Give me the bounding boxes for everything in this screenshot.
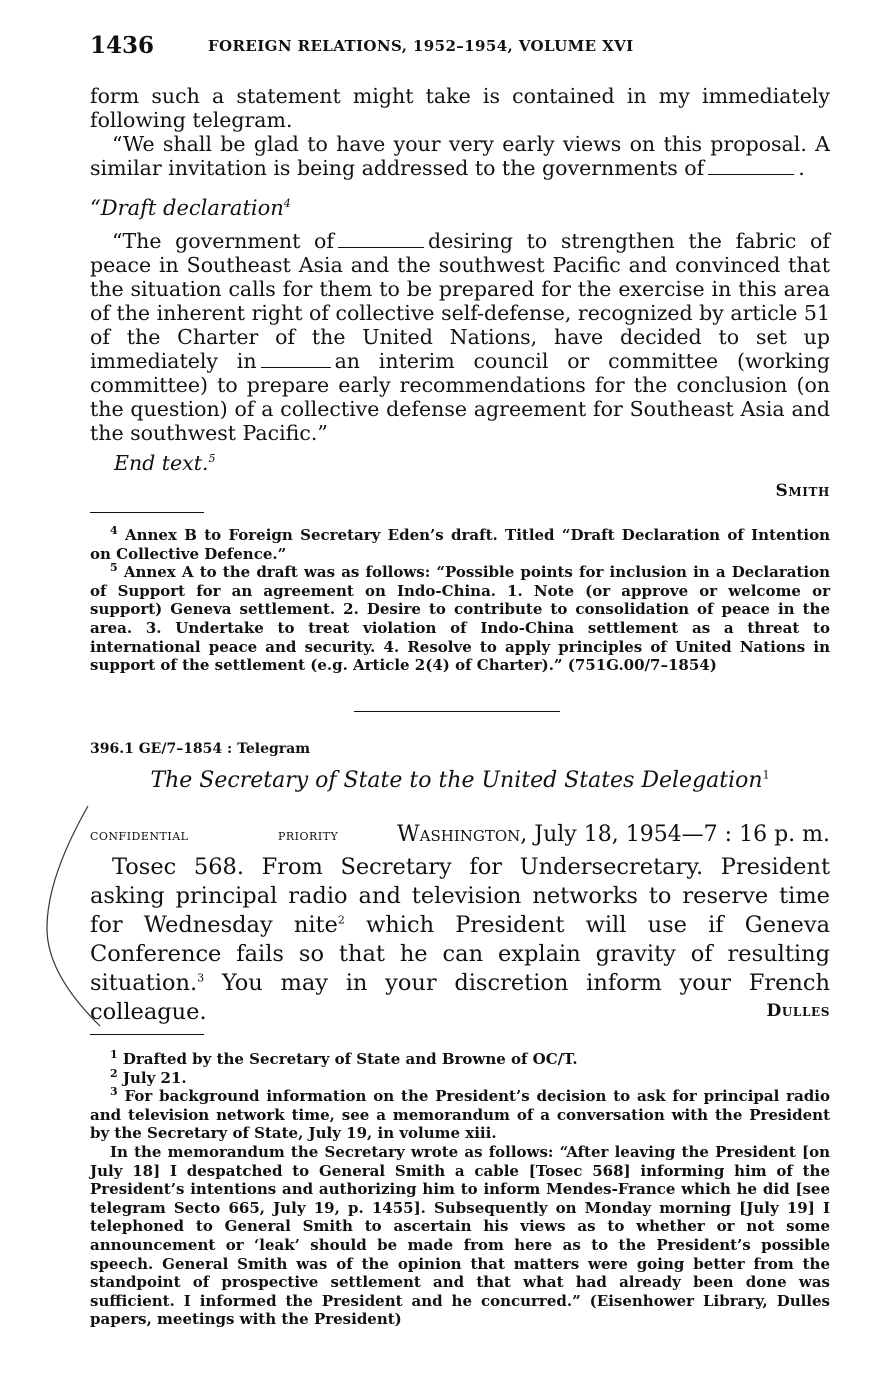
signature-smith: Smith [775,481,830,501]
continuation-text [90,84,830,180]
footnote-ref: 1 [762,768,770,782]
footnotes-bottom [90,1050,830,1329]
classification: confidential [90,826,189,844]
telegram-body: Tosec 568. From Secretary for Undersecretary. President asking principal radio and television networks to reserve time for Wednesday nite$^2$ which President will use if Geneva Conference fails so that he can explain gravity of resulting situation.$^3$ You may in your discretion inform your French colleague. [90,854,831,1025]
priority: priority [278,826,339,844]
footnote: $^2$ July 21. [110,1066,187,1087]
running-head: FOREIGN RELATIONS, 1952–1954, VOLUME XVI [208,37,634,55]
draft-declaration-text: “The government of desiring to strengthen the fabric of peace in Southeast Asia and the southwest Pacific and convinced that the situation calls for them to be prepared for the exercise in this area of the inherent right of collective self-defense, recognized by article 51 of the Charter of the United Nations, have decided to set up immediately in an interim council or committee (working committee) to prepare early recommendations for the conclusion (on the question) of a collective defense agreement for Southeast Asia and the southwest Pacific.” [90,229,830,445]
page-header [90,32,830,62]
footnote-ref: 4 [283,197,291,210]
footnote: $^1$ Drafted by the Secretary of State and Browne of OC/T. [110,1048,578,1068]
blank-line [708,174,794,175]
footnote: $^5$ Annex A to the draft was as follows: “Possible points for inclusion in a Declaration of Support for an agreement on Indo-China. 1. Note (or approve or welcome or support) Geneva settlement. 2. Desire to contribute to consolidation of peace in the area. 3. Undertake to treat violation of Indo-China settlement as a threat to international peace and security. 4. Resolve to apply principles of United Nations in support of the settlement (e.g. Article 2(4) of Charter).” (751G.00/7–1854) [90,561,830,675]
signature-dulles: Dulles [766,1001,830,1021]
page-number: 1436 [90,32,155,59]
footnote: $^4$ Annex B to Foreign Secretary Eden’s draft. Titled “Draft Declaration of Intention on Collective Defence.” [90,524,830,563]
footnote-ref: 5 [208,452,216,466]
footnote: In the memorandum the Secretary wrote as follows: “After leaving the President [on July 18] I despatched to General Smith a cable [Tosec 568] informing him of the President’s intentions and authorizing him to inform Mendes-France which he did [see telegram Secto 665, July 19, p. 1455]. Subsequently on Monday morning [July 19] I telephoned to General Smith to ascertain his views as to whether or not some announcement or ‘leak’ should be made from here as to the President’s possible speech. General Smith was of the opinion that matters were going better from the standpoint of prospective settlement and that what had already been done was sufficient. I informed the President and he concurred.” (Eisenhower Library, Dulles papers, meetings with the President) [90,1142,830,1329]
place-date: Washington, July 18, 1954—7 : 16 p. m. [397,822,830,847]
footnote-rule [90,1034,204,1035]
pencil-bracket [47,806,100,1026]
paragraph-continued: form such a statement might take is contained in my immediately following telegram. [90,84,830,132]
blank-line [261,367,331,368]
document-title: The Secretary of State to the United States Delegation$^1$ [150,768,770,793]
footnote-ref: 3 [197,971,205,985]
footnotes-top [90,526,830,675]
blank-line [338,247,424,248]
file-number: 396.1 GE/7–1854 : Telegram [90,741,311,757]
end-text: End text.$^5$ [114,451,216,475]
dateline [90,822,830,850]
paragraph-views: “We shall be glad to have your very early views on this proposal. A similar invitation is being addressed to the governments of . [90,132,830,180]
draft-heading: “Draft declaration$^4$ [90,196,291,220]
footnote: $^3$ For background information on the President’s decision to ask for principal radio and television network time, see a memorandum of a conversation with the President by the Secretary of State, July 19, in volume xiii. [90,1085,830,1143]
section-divider [354,711,560,712]
margin-bracket-mark [0,0,140,1050]
footnote-ref: 2 [337,913,345,927]
